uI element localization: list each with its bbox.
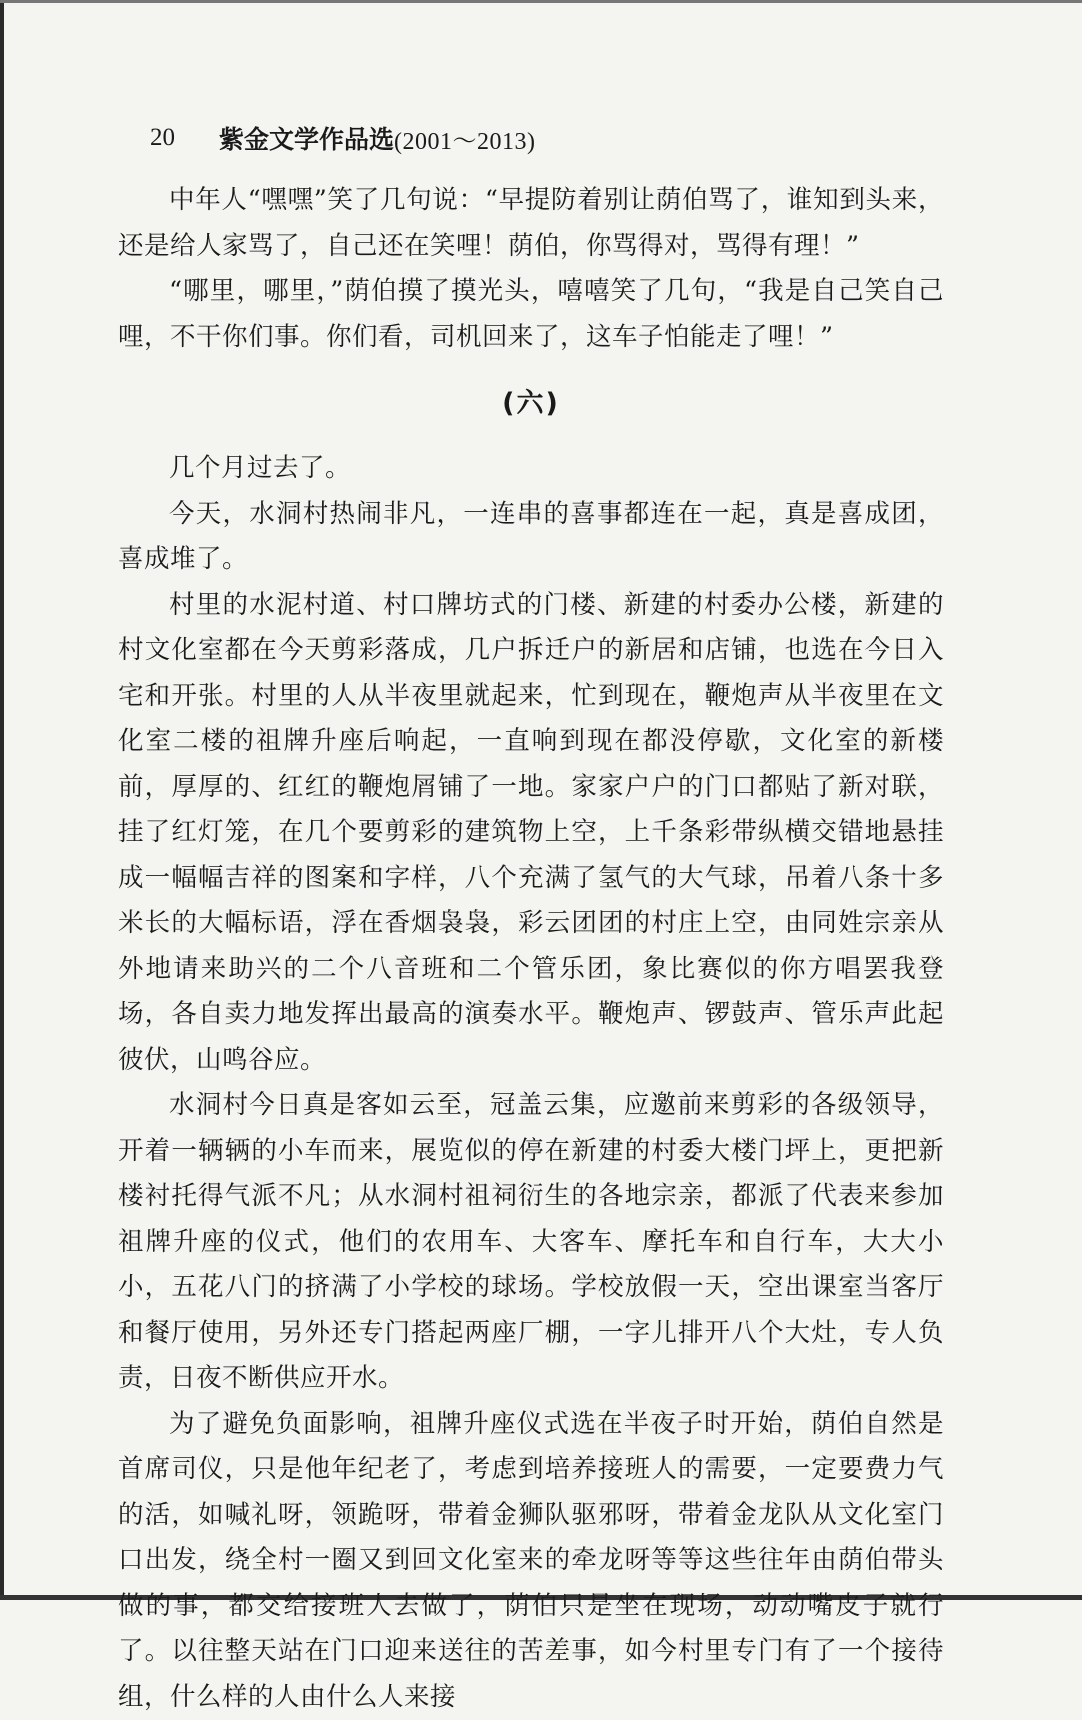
body-text <box>118 178 944 1720</box>
running-header <box>150 118 536 158</box>
paragraph: 村里的水泥村道、村口牌坊式的门楼、新建的村委办公楼，新建的村文化室都在今天剪彩落成，几户拆迁户的新居和店铺，也选在今日入宅和开张。村里的人从半夜里就起来，忙到现在，鞭炮声从半夜里在文化室二楼的祖牌升座后响起，一直响到现在都没停歇，文化室的新楼前，厚厚的、红红的鞭炮屑铺了一地。家家户户的门口都贴了新对联，挂了红灯笼，在几个要剪彩的建筑物上空，上千条彩带纵横交错地悬挂成一幅幅吉祥的图案和字样，八个充满了氢气的大气球，吊着八条十多米长的大幅标语，浮在香烟袅袅，彩云团团的村庄上空，由同姓宗亲从外地请来助兴的二个八音班和二个管乐团，象比赛似的你方唱罢我登场，各自卖力地发挥出最高的演奏水平。鞭炮声、锣鼓声、管乐声此起彼伏，山鸣谷应。 <box>118 583 944 1084</box>
scan-edge-left <box>0 0 4 1600</box>
paragraph: 为了避免负面影响，祖牌升座仪式选在半夜子时开始，荫伯自然是首席司仪，只是他年纪老了，考虑到培养接班人的需要，一定要费力气的活，如喊礼呀，领跪呀，带着金狮队驱邪呀，带着金龙队从文化室门口出发，绕全村一圈又到回文化室来的牵龙呀等等这些往年由荫伯带头做的事，都交给接班人去做了，荫伯只是坐在现场，动动嘴皮子就行了。以往整天站在门口迎来送往的苦差事，如今村里专门有了一个接待组，什么样的人由什么人来接 <box>118 1402 944 1720</box>
paragraph: 几个月过去了。 <box>118 446 944 492</box>
book-title: 紫金文学作品选 <box>219 120 394 156</box>
scan-edge-top <box>0 0 1082 3</box>
paragraph: 水洞村今日真是客如云至，冠盖云集，应邀前来剪彩的各级领导，开着一辆辆的小车而来，展览似的停在新建的村委大楼门坪上，更把新楼衬托得气派不凡；从水洞村祖祠衍生的各地宗亲，都派了代表来参加祖牌升座的仪式，他们的农用车、大客车、摩托车和自行车，大大小小，五花八门的挤满了小学校的球场。学校放假一天，空出课室当客厅和餐厅使用，另外还专门搭起两座厂棚，一字儿排开八个大灶，专人负责，日夜不断供应开水。 <box>118 1083 944 1402</box>
paragraph: 中年人“嘿嘿”笑了几句说：“早提防着别让荫伯骂了，谁知到头来，还是给人家骂了，自己还在笑哩！荫伯，你骂得对，骂得有理！” <box>118 178 944 269</box>
page-number: 20 <box>150 124 175 152</box>
book-years: (2001～2013) <box>394 121 535 156</box>
paragraph: 今天，水洞村热闹非凡，一连串的喜事都连在一起，真是喜成团，喜成堆了。 <box>118 492 944 583</box>
paragraph: “哪里，哪里，”荫伯摸了摸光头，嘻嘻笑了几句，“我是自己笑自己哩，不干你们事。你们看，司机回来了，这车子怕能走了哩！” <box>118 269 944 360</box>
section-heading: (六) <box>118 374 944 434</box>
